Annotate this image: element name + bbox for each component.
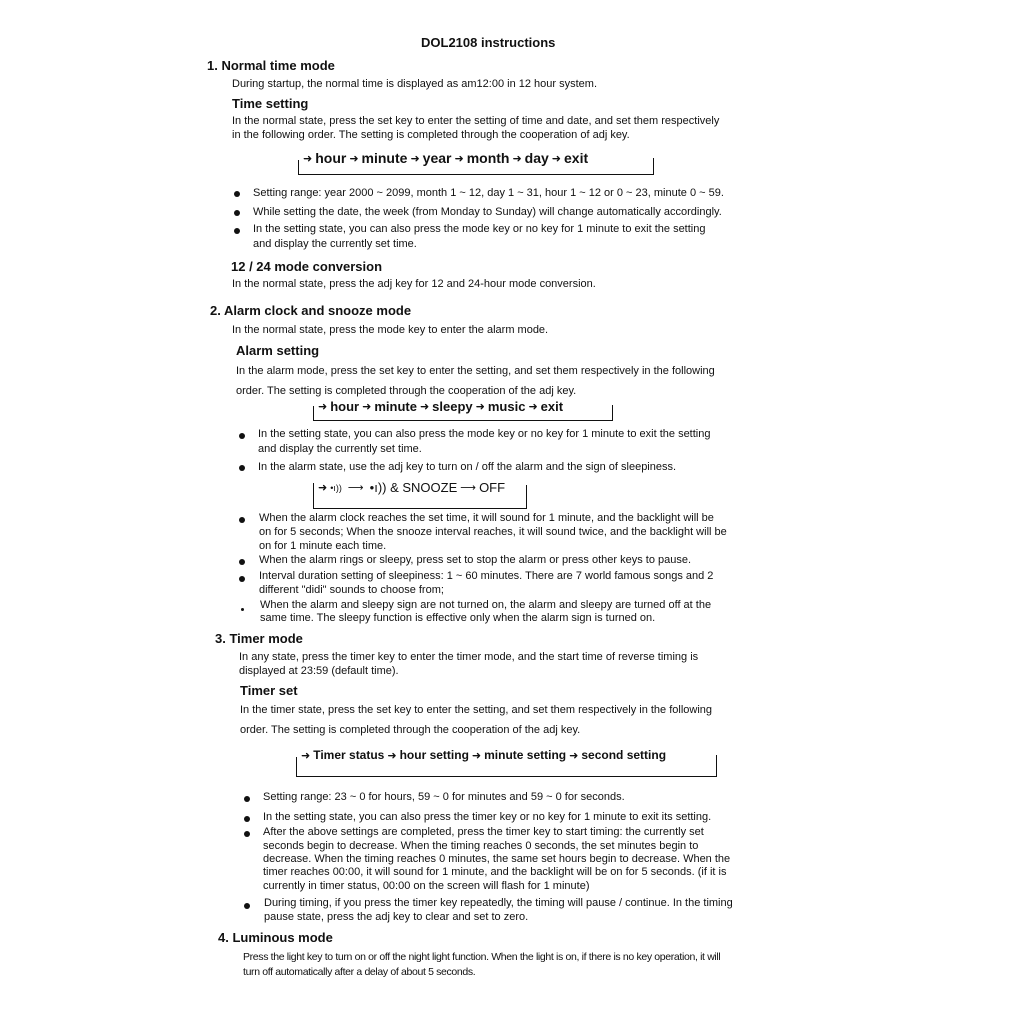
bullet-text: on for 5 seconds; When the snooze interval reaches, it will sound twice, and the backlight will be: [259, 526, 727, 538]
arrow-right-icon: ➜: [512, 152, 522, 165]
mode-1224-heading: 12 / 24 mode conversion: [231, 259, 383, 274]
bullet-text: In the alarm state, use the adj key to turn on / off the alarm and the sign of sleepiness.: [258, 461, 677, 473]
alarm-setting-flow: [315, 399, 563, 414]
arrow-right-icon: ➜: [528, 401, 538, 413]
flow-step: hour setting: [399, 748, 469, 762]
bullet-text: While setting the date, the week (from Monday to Sunday) will change automatically accordingly.: [253, 206, 722, 218]
bullet-text: decrease. When the timing reaches 0 minutes, the same set hours begin to decrease. When the: [263, 853, 731, 865]
time-setting-desc-2: in the following order. The setting is completed through the cooperation of adj key.: [232, 129, 630, 141]
section-1-heading: 1. Normal time mode: [207, 58, 335, 73]
bullet-text: timer reaches 00:00, it will sound for 1 minute, and the backlight will be on for 5 seconds. (if it is: [263, 866, 727, 878]
page-title: DOL2108 instructions: [421, 35, 556, 50]
timer-set-flow: [298, 748, 666, 762]
arrow-right-icon: ➜: [475, 401, 485, 413]
bullet-icon: [234, 228, 240, 234]
bullet-icon: [234, 210, 240, 216]
bullet-text: When the alarm clock reaches the set time, it will sound for 1 minute, and the backlight will be: [259, 512, 714, 524]
bullet-text: When the alarm rings or sleepy, press set to stop the alarm or press other keys to pause.: [259, 554, 692, 566]
bullet-icon: [244, 831, 250, 837]
flow-step: minute: [374, 399, 417, 414]
bullet-icon: [244, 903, 250, 909]
section-3-intro-1: In any state, press the timer key to enter the timer mode, and the start time of reverse timing is: [239, 651, 699, 663]
bullet-text: Setting range: year 2000 ~ 2099, month 1 ~ 12, day 1 ~ 31, hour 1 ~ 12 or 0 ~ 23, minute 0 ~ 59.: [253, 187, 724, 199]
timer-set-heading: Timer set: [240, 683, 298, 698]
bullet-icon: [244, 816, 250, 822]
flow-step: day: [524, 150, 549, 166]
bullet-text: After the above settings are completed, press the timer key to start timing: the currently set: [263, 826, 704, 838]
timer-set-desc-1: In the timer state, press the set key to enter the setting, and set them respectively in the following: [240, 704, 713, 716]
flow-step: OFF: [479, 480, 506, 495]
arrow-right-icon: ⟶: [460, 482, 477, 494]
arrow-right-icon: ➜: [454, 152, 464, 165]
time-setting-desc-1: In the normal state, press the set key to enter the setting of time and date, and set them respectively: [232, 115, 720, 127]
flow-2-bracket-left: [313, 406, 314, 420]
flow-4-bracket-left: [296, 757, 297, 776]
bullet-text: In the setting state, you can also press the timer key or no key for 1 minute to exit its setting.: [263, 811, 712, 823]
arrow-right-icon: ➜: [569, 749, 579, 762]
bullet-text: and display the currently set time.: [258, 443, 422, 455]
arrow-right-icon: ➜: [303, 152, 313, 165]
bullet-icon: [239, 465, 245, 471]
arrow-right-icon: ➜: [410, 152, 420, 165]
arrow-right-icon: ➜: [387, 749, 397, 762]
flow-step: exit: [564, 150, 589, 166]
flow-step: •ı)) & SNOOZE: [369, 480, 458, 495]
flow-3-bracket-right: [526, 485, 527, 508]
bullet-text: When the alarm and sleepy sign are not turned on, the alarm and sleepy are turned off at the: [260, 599, 712, 611]
bullet-text: During timing, if you press the timer key repeatedly, the timing will pause / continue. In the timing: [264, 897, 733, 909]
flow-step: second setting: [581, 748, 667, 762]
flow-2-bracket-right: [612, 405, 613, 420]
section-4-desc-2: turn off automatically after a delay of about 5 seconds.: [243, 966, 476, 978]
alarm-sound-icon: •ı)): [330, 482, 342, 493]
flow-step: hour: [315, 150, 347, 166]
flow-1-bracket-left: [298, 160, 299, 174]
flow-step: Timer status: [313, 748, 385, 762]
flow-2-bracket-bottom: [313, 420, 613, 421]
section-4-desc-1: Press the light key to turn on or off the night light function. When the light is on, if there is no key operation, it will: [243, 951, 721, 963]
flow-1-bracket-right: [653, 158, 654, 174]
bullet-text: Setting range: 23 ~ 0 for hours, 59 ~ 0 for minutes and 59 ~ 0 for seconds.: [263, 791, 625, 803]
time-setting-heading: Time setting: [232, 96, 309, 111]
section-4-heading: 4. Luminous mode: [218, 930, 333, 945]
section-2-heading: 2. Alarm clock and snooze mode: [210, 303, 412, 318]
arrow-right-icon: ➜: [551, 152, 562, 165]
bullet-icon: [239, 517, 245, 523]
arrow-right-icon: ⟶: [347, 482, 364, 494]
section-3-heading: 3. Timer mode: [215, 631, 303, 646]
bullet-text: and display the currently set time.: [253, 238, 417, 250]
flow-step: minute: [361, 150, 408, 166]
arrow-right-icon: ➜: [349, 152, 359, 165]
section-3-intro-2: displayed at 23:59 (default time).: [239, 665, 399, 677]
flow-step: month: [466, 150, 510, 166]
arrow-right-icon: ➜: [318, 482, 328, 494]
alarm-sign-flow: [315, 480, 505, 495]
arrow-right-icon: ➜: [318, 401, 328, 413]
arrow-right-icon: ➜: [362, 401, 372, 413]
section-2-intro: In the normal state, press the mode key to enter the alarm mode.: [232, 324, 549, 336]
bullet-icon: [241, 608, 244, 611]
flow-step: exit: [540, 399, 564, 414]
flow-step: year: [422, 150, 452, 166]
alarm-setting-heading: Alarm setting: [236, 343, 320, 358]
arrow-right-icon: ➜: [419, 401, 430, 413]
bullet-text: currently in timer status, 00:00 on the screen will flash for 1 minute): [263, 880, 590, 892]
flow-4-bracket-right: [716, 755, 717, 776]
bullet-icon: [239, 576, 245, 582]
bullet-icon: [239, 433, 245, 439]
time-setting-flow: [300, 150, 588, 166]
alarm-setting-desc-2: order. The setting is completed through the cooperation of the adj key.: [236, 385, 577, 397]
flow-step: sleepy: [432, 399, 473, 414]
flow-step: music: [487, 399, 526, 414]
flow-step: hour: [330, 399, 360, 414]
bullet-icon: [234, 191, 240, 197]
timer-set-desc-2: order. The setting is completed through the cooperation of the adj key.: [240, 724, 581, 736]
bullet-text: different "didi" sounds to choose from;: [259, 584, 444, 596]
arrow-right-icon: ➜: [471, 749, 482, 762]
bullet-text: In the setting state, you can also press the mode key or no key for 1 minute to exit the setting: [253, 223, 706, 235]
bullet-icon: [239, 559, 245, 565]
bullet-text: same time. The sleepy function is effective only when the alarm sign is turned on.: [260, 612, 656, 624]
flow-4-bracket-bottom: [296, 776, 717, 777]
bullet-text: pause state, press the adj key to clear and set to zero.: [264, 911, 529, 923]
bullet-text: seconds begin to decrease. When the timing reaches 0 seconds, the set minutes begin to: [263, 840, 699, 852]
flow-3-bracket-left: [313, 483, 314, 508]
bullet-text: In the setting state, you can also press the mode key or no key for 1 minute to exit the setting: [258, 428, 711, 440]
bullet-text: on for 1 minute each time.: [259, 540, 387, 552]
flow-step: minute setting: [484, 748, 567, 762]
flow-1-bracket-bottom: [298, 174, 654, 175]
section-1-intro: During startup, the normal time is displayed as am12:00 in 12 hour system.: [232, 78, 598, 90]
flow-3-bracket-bottom: [313, 508, 527, 509]
arrow-right-icon: ➜: [301, 749, 311, 762]
mode-1224-desc: In the normal state, press the adj key for 12 and 24-hour mode conversion.: [232, 278, 596, 290]
bullet-text: Interval duration setting of sleepiness: 1 ~ 60 minutes. There are 7 world famous songs and 2: [259, 570, 714, 582]
alarm-setting-desc-1: In the alarm mode, press the set key to enter the setting, and set them respectively in the following: [236, 365, 715, 377]
bullet-icon: [244, 796, 250, 802]
